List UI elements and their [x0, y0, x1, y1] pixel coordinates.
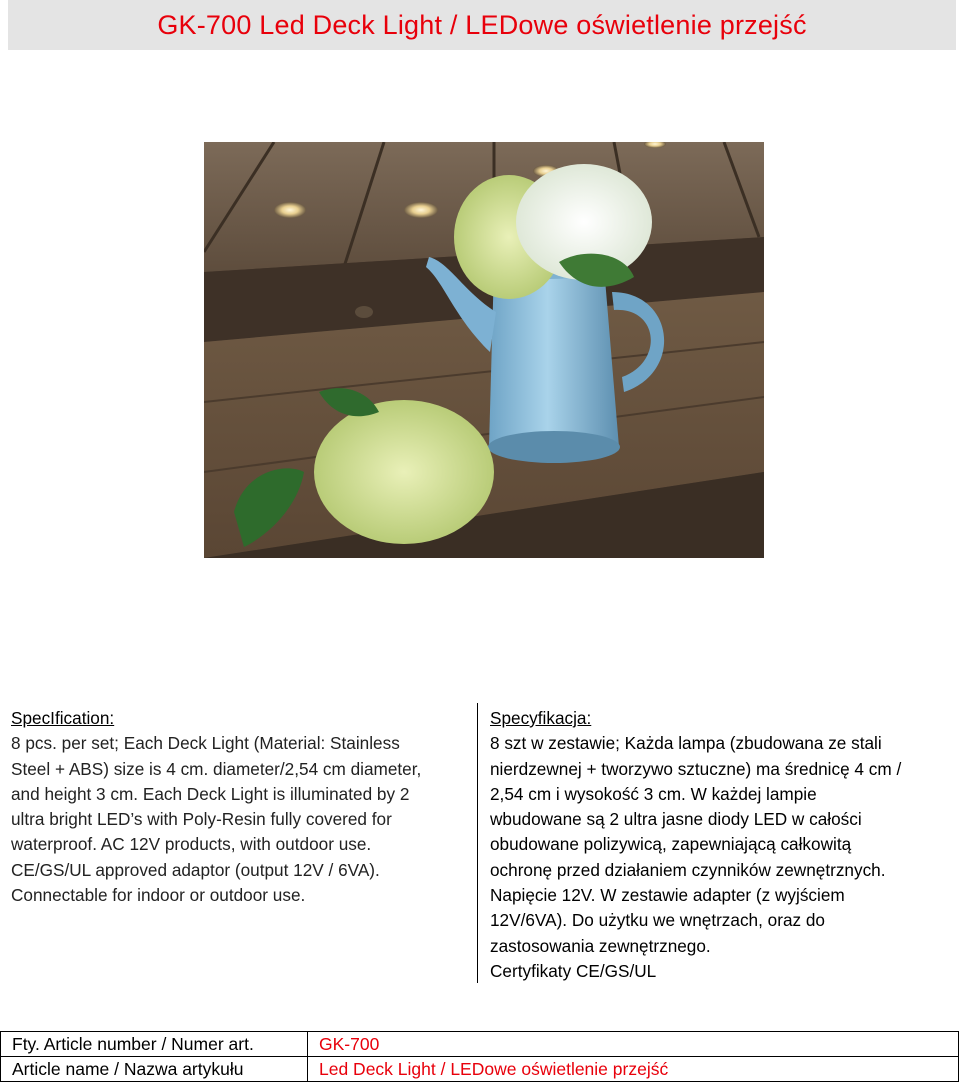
- table-row: [1, 1032, 959, 1057]
- article-name-value: Led Deck Light / LEDowe oświetlenie przejść: [308, 1057, 959, 1082]
- specyfikacja-heading: Specyfikacja:: [490, 708, 592, 728]
- spec-line: obudowane polizywicą, zapewniającą całkowitą: [490, 834, 852, 855]
- article-number-label: Fty. Article number / Numer art.: [1, 1032, 308, 1057]
- spec-line: 2,54 cm i wysokość 3 cm. W każdej lampie: [490, 783, 817, 804]
- title-bar: [8, 0, 956, 50]
- spec-line: 12V/6VA). Do użytku we wnętrzach, oraz do: [490, 910, 825, 931]
- spec-line: ultra bright LED’s with Poly-Resin fully covered for: [11, 809, 392, 830]
- spec-line: Connectable for indoor or outdoor use.: [11, 885, 306, 906]
- article-name-label: Article name / Nazwa artykułu: [1, 1057, 308, 1082]
- page-title: GK-700 Led Deck Light / LEDowe oświetlenie przejść: [157, 9, 807, 40]
- specification-polish: [490, 706, 952, 984]
- specification-english: [11, 706, 466, 908]
- product-photo: [204, 142, 764, 558]
- spec-line: ochronę przed działaniem czynników zewnętrznych.: [490, 859, 886, 880]
- spec-line: nierdzewnej + tworzywo sztuczne) ma średnicę 4 cm /: [490, 758, 902, 779]
- spec-line: Steel + ABS) size is 4 cm. diameter/2,54 cm diameter,: [11, 758, 422, 779]
- spec-line: CE/GS/UL approved adaptor (output 12V / 6VA).: [11, 859, 380, 880]
- article-number-value: GK-700: [308, 1032, 959, 1057]
- table-row: [1, 1057, 959, 1082]
- column-divider: [477, 703, 478, 983]
- spec-line: zastosowania zewnętrznego.: [490, 935, 711, 956]
- photo-illustration: [204, 142, 764, 558]
- spec-line: 8 szt w zestawie; Każda lampa (zbudowana ze stali: [490, 733, 882, 754]
- article-info-table: [0, 1031, 959, 1082]
- spec-line: 8 pcs. per set; Each Deck Light (Material: Stainless: [11, 733, 400, 754]
- spec-line: and height 3 cm. Each Deck Light is illuminated by 2: [11, 783, 410, 804]
- specification-heading: SpecIfication:: [11, 708, 115, 728]
- spec-line: waterproof. AC 12V products, with outdoor use.: [11, 834, 372, 855]
- spec-line: Certyfikaty CE/GS/UL: [490, 960, 657, 981]
- spec-line: Napięcie 12V. W zestawie adapter (z wyjściem: [490, 885, 845, 906]
- spec-line: wbudowane są 2 ultra jasne diody LED w całości: [490, 809, 862, 830]
